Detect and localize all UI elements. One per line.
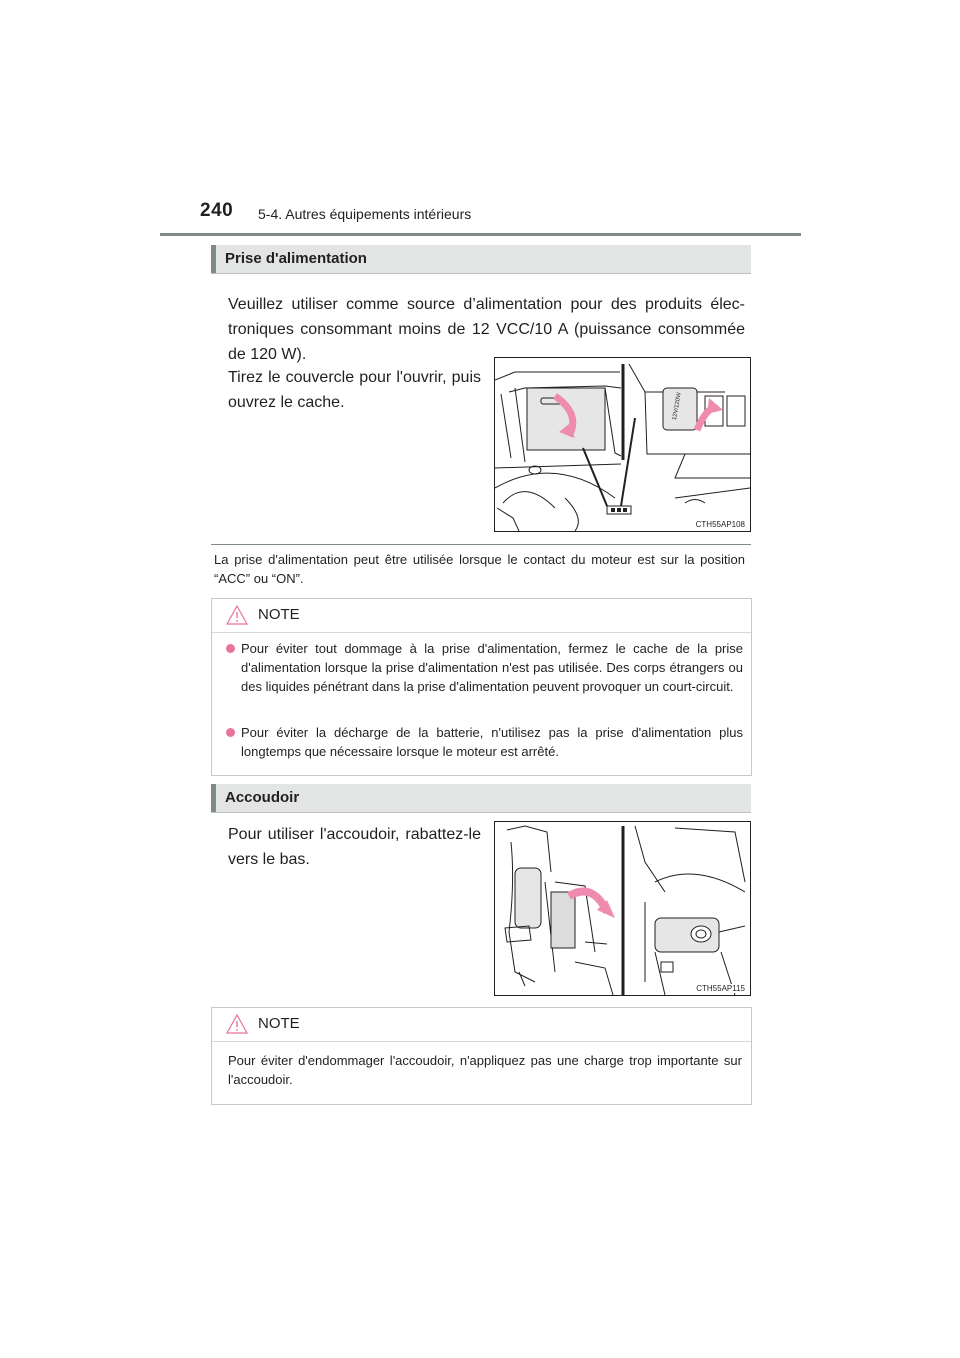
note-box bbox=[211, 598, 752, 776]
note-bullet-item bbox=[226, 723, 743, 761]
power-outlet-illustration bbox=[494, 357, 751, 532]
note-label: NOTE bbox=[258, 606, 300, 623]
chapter-title: 5-4. Autres équipements intérieurs bbox=[258, 206, 472, 222]
section-accent-bar bbox=[211, 245, 216, 273]
note-label: NOTE bbox=[258, 1015, 300, 1032]
section-title: Accoudoir bbox=[225, 789, 300, 806]
note-bullet-item bbox=[226, 639, 743, 696]
note-bullet-text: Pour éviter tout dommage à la prise d'alimentation, fermez le cache de la prise d'alimentation lorsque la prise d'alimentation n'est pas utilisée. Des corps étrangers ou des liquides pénétrant dans la prise d'alimentation peuvent provoquer un court-circuit. bbox=[241, 641, 743, 694]
armrest-illustration bbox=[494, 821, 751, 996]
note-divider bbox=[212, 1041, 751, 1042]
note-bullet-text: Pour éviter la décharge de la batterie, n'utilisez pas la prise d'alimentation plus longtemps que nécessaire lorsque le moteur est arrêté. bbox=[241, 725, 743, 759]
section-heading-armrest bbox=[211, 784, 751, 813]
warning-triangle-icon bbox=[226, 605, 248, 625]
power-outlet-intro: Veuillez utiliser comme source d’alimentation pour des produits électroniques consommant moins de 12 VCC/10 A (puissance consommée de 120 W). bbox=[228, 296, 745, 363]
section-accent-bar bbox=[211, 784, 216, 812]
page-number: 240 bbox=[200, 200, 234, 221]
section-heading-power-outlet bbox=[211, 245, 751, 274]
footnote-rule bbox=[211, 544, 751, 545]
note-divider bbox=[212, 632, 751, 633]
header-rule bbox=[160, 233, 801, 236]
warning-triangle-icon bbox=[226, 1014, 248, 1034]
bullet-dot-icon bbox=[226, 728, 235, 737]
figure-code: CTH55AP115 bbox=[696, 984, 745, 993]
power-outlet-footnote: La prise d'alimentation peut être utilisée lorsque le contact du moteur est sur la position “ACC” ou “ON”. bbox=[214, 552, 745, 586]
armrest-step: Pour utiliser l'accoudoir, rabattez-le vers le bas. bbox=[228, 826, 481, 868]
note-box bbox=[211, 1007, 752, 1105]
socket-rating-text: 12V/120W bbox=[671, 391, 683, 421]
note-text: Pour éviter d'endommager l'accoudoir, n'appliquez pas une charge trop importante sur l'accoudoir. bbox=[228, 1053, 742, 1087]
section-title: Prise d'alimentation bbox=[225, 250, 367, 267]
bullet-dot-icon bbox=[226, 644, 235, 653]
power-outlet-step: Tirez le couvercle pour l'ouvrir, puis ouvrez le cache. bbox=[228, 369, 481, 411]
figure-code: CTH55AP108 bbox=[695, 520, 745, 529]
